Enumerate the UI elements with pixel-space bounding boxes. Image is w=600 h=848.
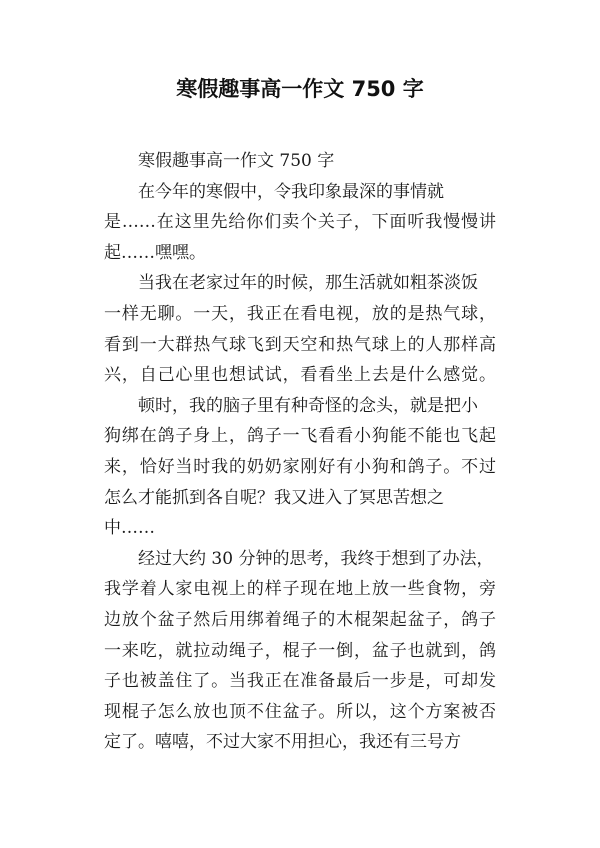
text-line: 看到一大群热气球飞到天空和热气球上的人那样高 (104, 334, 496, 355)
text-line: 定了。嘻嘻，不过大家不用担心，我还有三号方 (104, 732, 461, 753)
text-line: 狗绑在鸽子身上，鸽子一飞看看小狗能不能也飞起 (104, 426, 496, 447)
text-line: 顿时，我的脑子里有种奇怪的念头，就是把小 (138, 395, 478, 416)
text-line: 现棍子怎么放也顶不住盆子。所以，这个方案被否 (104, 701, 496, 722)
text-line: 一样无聊。一天，我正在看电视，放的是热气球， (104, 303, 496, 324)
text-line: 我学着人家电视上的样子现在地上放一些食物，旁 (104, 579, 496, 600)
text-line: 一来吃，就拉动绳子，棍子一倒，盆子也就到，鸽 (104, 640, 496, 661)
text-line: 来，恰好当时我的奶奶家刚好有小狗和鸽子。不过 (104, 456, 496, 477)
text-line: 怎么才能抓到各自呢？我又进入了冥思苦想之 (104, 487, 444, 508)
text-line: 起……嘿嘿。 (104, 242, 206, 263)
text-line: 中…… (104, 518, 155, 539)
text-line: 在今年的寒假中，令我印象最深的事情就 (138, 181, 444, 202)
document-body (104, 146, 496, 758)
text-line: 兴，自己心里也想试试，看看坐上去是什么感觉。 (104, 365, 496, 386)
text-line: 经过大约 30 分钟的思考，我终于想到了办法， (138, 548, 494, 569)
text-line: 边放个盆子然后用绑着绳子的木棍架起盆子，鸽子 (104, 609, 496, 630)
text-line: 子也被盖住了。当我正在准备最后一步是，可却发 (104, 671, 496, 692)
text-line: 是……在这里先给你们卖个关子，下面听我慢慢讲 (104, 212, 496, 233)
text-line: 当我在老家过年的时候，那生活就如粗茶淡饭 (138, 273, 478, 294)
document-title: 寒假趣事高一作文 750 字 (176, 77, 424, 101)
text-line-subtitle: 寒假趣事高一作文 750 字 (138, 151, 335, 171)
